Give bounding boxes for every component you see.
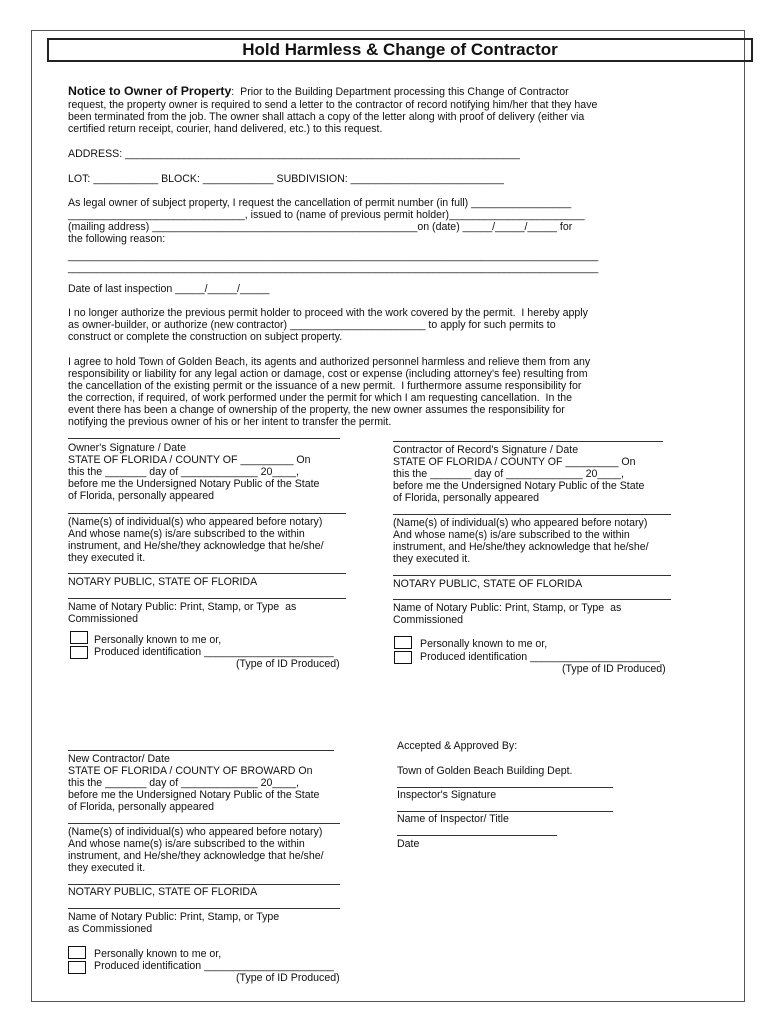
- owner-names-line[interactable]: [68, 513, 346, 514]
- owner-known-checkbox[interactable]: [70, 631, 88, 644]
- owner-produced-checkbox[interactable]: [70, 646, 88, 659]
- contractor-notary-sign-line[interactable]: [393, 575, 671, 576]
- contractor-names-line[interactable]: [393, 514, 671, 515]
- last-inspection-field[interactable]: Date of last inspection _____/_____/_____: [68, 283, 270, 295]
- hold-line-5: event there has been a change of ownership of the property, the new owner assumes the responsibility for: [68, 404, 565, 416]
- new-contractor-notary-sign-line[interactable]: [68, 884, 340, 885]
- building-dept-label: Town of Golden Beach Building Dept.: [397, 765, 573, 777]
- new-contractor-commissioned: as Commissioned: [68, 923, 153, 935]
- owner-notary-name-line[interactable]: [68, 598, 346, 599]
- owner-request-line-4: the following reason:: [68, 233, 166, 245]
- new-contractor-state-county[interactable]: STATE OF FLORIDA / COUNTY OF BROWARD On: [68, 765, 313, 777]
- approval-date-line[interactable]: [397, 835, 557, 836]
- owner-signature-line[interactable]: [68, 438, 340, 439]
- owner-personally-appeared: of Florida, personally appeared: [68, 490, 215, 502]
- approval-date-label: Date: [397, 838, 420, 850]
- owner-request-line-1[interactable]: As legal owner of subject property, I request the cancellation of permit number (in full) _________________: [68, 197, 572, 209]
- page-title: Hold Harmless & Change of Contractor: [242, 40, 558, 59]
- notice-colon: :: [231, 86, 235, 98]
- owner-type-id: (Type of ID Produced): [236, 658, 340, 670]
- contractor-notary-name-line[interactable]: [393, 599, 671, 600]
- owner-whose-names: And whose name(s) is/are subscribed to the within: [68, 528, 305, 540]
- contractor-executed: they executed it.: [393, 553, 471, 565]
- hold-line-3: the cancellation of the existing permit or the issuance of a new permit. I furthermore assume responsibility for: [68, 380, 582, 392]
- contractor-personally-appeared: of Florida, personally appeared: [393, 492, 540, 504]
- contractor-commissioned: Commissioned: [393, 614, 464, 626]
- reason-field-2[interactable]: __________________________________________________________________________________________: [68, 262, 599, 274]
- new-contractor-whose-names: And whose name(s) is/are subscribed to the within: [68, 838, 305, 850]
- contractor-type-id: (Type of ID Produced): [562, 663, 666, 675]
- new-contractor-known-label: Personally known to me or,: [94, 948, 222, 960]
- notice-line-1: [68, 85, 569, 98]
- owner-names-label: (Name(s) of individual(s) who appeared before notary): [68, 516, 323, 528]
- contractor-date-line[interactable]: this the _______ day of _____________ 20____,: [393, 468, 624, 480]
- contractor-signature-label: Contractor of Record's Signature / Date: [393, 444, 579, 456]
- contractor-before-me: before me the Undersigned Notary Public of the State: [393, 480, 645, 492]
- hold-line-1: I agree to hold Town of Golden Beach, its agents and authorized personnel harmless and relieve them from any: [68, 356, 591, 368]
- contractor-known-checkbox[interactable]: [394, 636, 412, 649]
- title-box: [47, 38, 753, 62]
- contractor-instrument: instrument, and He/she/they acknowledge that he/she/: [393, 541, 649, 553]
- new-contractor-before-me: before me the Undersigned Notary Public of the State: [68, 789, 320, 801]
- notice-line-2: request, the property owner is required to send a letter to the contractor of record notifying him/her that they have: [68, 99, 598, 111]
- notice-heading: Notice to Owner of Property: [68, 84, 232, 98]
- owner-date-line[interactable]: this the _______ day of _____________ 20____,: [68, 466, 299, 478]
- authorize-line-3: construct or complete the construction on subject property.: [68, 331, 343, 343]
- new-contractor-signature-label: New Contractor/ Date: [68, 753, 170, 765]
- new-contractor-produced-label[interactable]: Produced identification ______________________: [94, 960, 334, 972]
- owner-notary-name-label: Name of Notary Public: Print, Stamp, or Type as: [68, 601, 297, 613]
- contractor-known-label: Personally known to me or,: [420, 638, 548, 650]
- contractor-produced-label[interactable]: Produced identification ______________________: [420, 651, 660, 663]
- owner-produced-label[interactable]: Produced identification ______________________: [94, 646, 334, 658]
- contractor-notary-name-label: Name of Notary Public: Print, Stamp, or Type as: [393, 602, 622, 614]
- owner-signature-label: Owner's Signature / Date: [68, 442, 187, 454]
- address-field[interactable]: ADDRESS: ___________________________________________________________________: [68, 148, 520, 160]
- hold-line-4: the correction, if required, of work performed under the permit for which I am requesting cancellation. In the: [68, 392, 573, 404]
- owner-request-line-3[interactable]: (mailing address) _____________________________________________on (date) _____/_____/_____ for: [68, 221, 573, 233]
- owner-instrument: instrument, and He/she/they acknowledge that he/she/: [68, 540, 324, 552]
- new-contractor-personally-appeared: of Florida, personally appeared: [68, 801, 215, 813]
- authorize-line-2[interactable]: as owner-builder, or authorize (new contractor) _______________________ to apply for such permits to: [68, 319, 556, 331]
- contractor-produced-checkbox[interactable]: [394, 651, 412, 664]
- inspector-signature-label: Inspector's Signature: [397, 789, 497, 801]
- hold-line-2: responsibility or liability for any legal action or damage, cost or expense (including attorney's fee) resulting from: [68, 368, 588, 380]
- new-contractor-produced-checkbox[interactable]: [68, 961, 86, 974]
- owner-request-line-2[interactable]: ______________________________, issued to (name of previous permit holder)_______________________: [68, 209, 585, 221]
- new-contractor-executed: they executed it.: [68, 862, 146, 874]
- new-contractor-date-line[interactable]: this the _______ day of _____________ 20____,: [68, 777, 299, 789]
- notice-line-3: been terminated from the job. The owner shall attach a copy of the letter along with proof of delivery (either via: [68, 111, 585, 123]
- contractor-whose-names: And whose name(s) is/are subscribed to the within: [393, 529, 630, 541]
- hold-line-6: notifying the previous owner of his or her intent to transfer the permit.: [68, 416, 392, 428]
- authorize-line-1: I no longer authorize the previous permit holder to proceed with the work covered by the permit. I hereby apply: [68, 307, 588, 319]
- new-contractor-notary-name-label: Name of Notary Public: Print, Stamp, or Type: [68, 911, 280, 923]
- new-contractor-known-checkbox[interactable]: [68, 946, 86, 959]
- new-contractor-notary-label: NOTARY PUBLIC, STATE OF FLORIDA: [68, 886, 258, 898]
- contractor-notary-label: NOTARY PUBLIC, STATE OF FLORIDA: [393, 578, 583, 590]
- owner-notary-label: NOTARY PUBLIC, STATE OF FLORIDA: [68, 576, 258, 588]
- inspector-signature-line[interactable]: [397, 787, 613, 788]
- owner-before-me: before me the Undersigned Notary Public of the State: [68, 478, 320, 490]
- inspector-name-label: Name of Inspector/ Title: [397, 813, 509, 825]
- owner-known-label: Personally known to me or,: [94, 634, 222, 646]
- owner-state-county[interactable]: STATE OF FLORIDA / COUNTY OF _________ On: [68, 454, 311, 466]
- owner-executed: they executed it.: [68, 552, 146, 564]
- notice-line-4: certified return receipt, courier, hand delivered, etc.) to this request.: [68, 123, 383, 135]
- owner-commissioned: Commissioned: [68, 613, 139, 625]
- inspector-name-line[interactable]: [397, 811, 613, 812]
- new-contractor-instrument: instrument, and He/she/they acknowledge that he/she/: [68, 850, 324, 862]
- new-contractor-names-line[interactable]: [68, 823, 340, 824]
- new-contractor-names-label: (Name(s) of individual(s) who appeared before notary): [68, 826, 323, 838]
- new-contractor-signature-line[interactable]: [68, 750, 334, 751]
- accepted-approved-label: Accepted & Approved By:: [397, 740, 518, 752]
- new-contractor-notary-name-line[interactable]: [68, 908, 340, 909]
- contractor-names-label: (Name(s) of individual(s) who appeared before notary): [393, 517, 648, 529]
- contractor-state-county[interactable]: STATE OF FLORIDA / COUNTY OF _________ On: [393, 456, 636, 468]
- lot-block-subdivision-field[interactable]: LOT: ___________ BLOCK: ____________ SUBDIVISION: __________________________: [68, 173, 504, 185]
- new-contractor-type-id: (Type of ID Produced): [236, 972, 340, 984]
- contractor-signature-line[interactable]: [393, 441, 663, 442]
- notice-intro: Prior to the Building Department processing this Change of Contractor: [234, 86, 569, 98]
- reason-field-1[interactable]: __________________________________________________________________________________________: [68, 250, 599, 262]
- owner-notary-sign-line[interactable]: [68, 573, 346, 574]
